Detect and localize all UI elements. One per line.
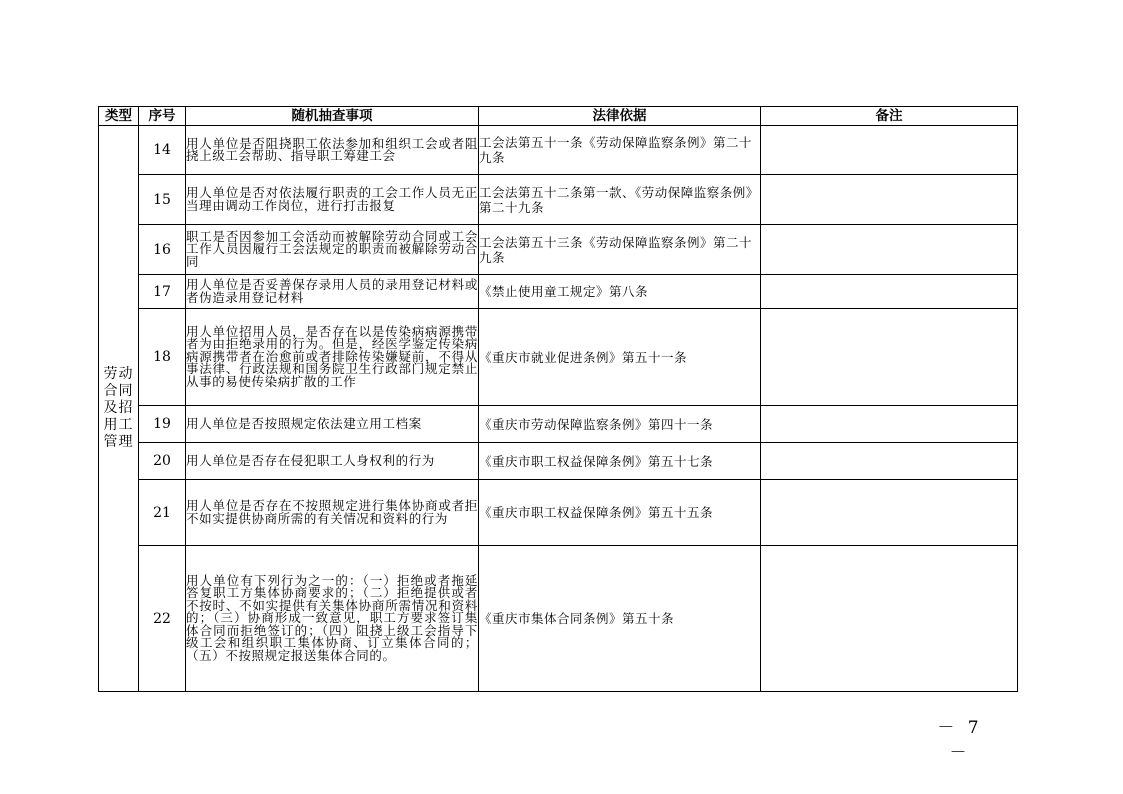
- seq-cell: 19: [139, 406, 186, 443]
- item-cell: 用人单位是否对依法履行职责的工会工作人员无正当理由调动工作岗位，进行打击报复: [186, 175, 479, 225]
- header-seq: 序号: [139, 107, 186, 126]
- table-row: [99, 546, 1018, 692]
- seq-cell: 18: [139, 309, 186, 406]
- note-cell: [761, 546, 1018, 692]
- basis-cell: 《重庆市集体合同条例》第五十条: [479, 546, 761, 692]
- note-cell: [761, 480, 1018, 546]
- basis-cell: 《重庆市职工权益保障条例》第五十五条: [479, 480, 761, 546]
- header-item: 随机抽查事项: [186, 107, 479, 126]
- seq-cell: 22: [139, 546, 186, 692]
- item-cell: 用人单位招用人员，是否存在以是传染病病源携带者为由拒绝录用的行为。但是，经医学鉴定传染病病源携带者在治愈前或者排除传染嫌疑前，不得从事法律、行政法规和国务院卫生行政部门规定禁止从事的易使传染病扩散的工作: [186, 309, 479, 406]
- basis-cell: 工会法第五十二条第一款、《劳动保障监察条例》第二十九条: [479, 175, 761, 225]
- note-cell: [761, 406, 1018, 443]
- table-header-row: [99, 107, 1018, 126]
- basis-cell: 《重庆市劳动保障监察条例》第四十一条: [479, 406, 761, 443]
- seq-cell: 17: [139, 275, 186, 309]
- note-cell: [761, 175, 1018, 225]
- item-cell: 用人单位是否阻挠职工依法参加和组织工会或者阻挠上级工会帮助、指导职工筹建工会: [186, 126, 479, 175]
- basis-cell: 工会法第五十三条《劳动保障监察条例》第二十九条: [479, 225, 761, 275]
- note-cell: [761, 225, 1018, 275]
- item-cell: 职工是否因参加工会活动而被解除劳动合同或工会工作人员因履行工会法规定的职责而被解除劳动合同: [186, 225, 479, 275]
- table-row: [99, 275, 1018, 309]
- basis-cell: 《重庆市就业促进条例》第五十一条: [479, 309, 761, 406]
- item-cell: 用人单位是否按照规定依法建立用工档案: [186, 406, 479, 443]
- table-row: [99, 175, 1018, 225]
- basis-cell: 《重庆市职工权益保障条例》第五十七条: [479, 443, 761, 480]
- item-cell: 用人单位有下列行为之一的：（一）拒绝或者拖延答复职工方集体协商要求的；（二）拒绝提供或者不按时、不如实提供有关集体协商所需情况和资料的；（三）协商形成一致意见，职工方要求签订集体合同而拒绝签订的；（四）阻挠上级工会指导下级工会和组织职工集体协商、订立集体合同的；（五）不按照规定报送集体合同的。: [186, 546, 479, 692]
- seq-cell: 20: [139, 443, 186, 480]
- category-cell: [99, 126, 139, 692]
- category-label: 劳动合同及招用工管理: [103, 366, 134, 450]
- page-number: － 7 －: [937, 718, 983, 763]
- note-cell: [761, 126, 1018, 175]
- header-type: 类型: [99, 107, 139, 126]
- table-row: [99, 309, 1018, 406]
- inspection-items-table: [98, 106, 1018, 692]
- table-row: [99, 126, 1018, 175]
- note-cell: [761, 275, 1018, 309]
- table-row: [99, 225, 1018, 275]
- seq-cell: 21: [139, 480, 186, 546]
- item-cell: 用人单位是否存在不按照规定进行集体协商或者拒不如实提供协商所需的有关情况和资料的行为: [186, 480, 479, 546]
- header-note: 备注: [761, 107, 1018, 126]
- header-basis: 法律依据: [479, 107, 761, 126]
- basis-cell: 《禁止使用童工规定》第八条: [479, 275, 761, 309]
- item-cell: 用人单位是否妥善保存录用人员的录用登记材料或者伪造录用登记材料: [186, 275, 479, 309]
- note-cell: [761, 309, 1018, 406]
- seq-cell: 16: [139, 225, 186, 275]
- table-row: [99, 480, 1018, 546]
- item-cell: 用人单位是否存在侵犯职工人身权利的行为: [186, 443, 479, 480]
- seq-cell: 14: [139, 126, 186, 175]
- seq-cell: 15: [139, 175, 186, 225]
- basis-cell: 工会法第五十一条《劳动保障监察条例》第二十九条: [479, 126, 761, 175]
- table-row: [99, 406, 1018, 443]
- table-row: [99, 443, 1018, 480]
- note-cell: [761, 443, 1018, 480]
